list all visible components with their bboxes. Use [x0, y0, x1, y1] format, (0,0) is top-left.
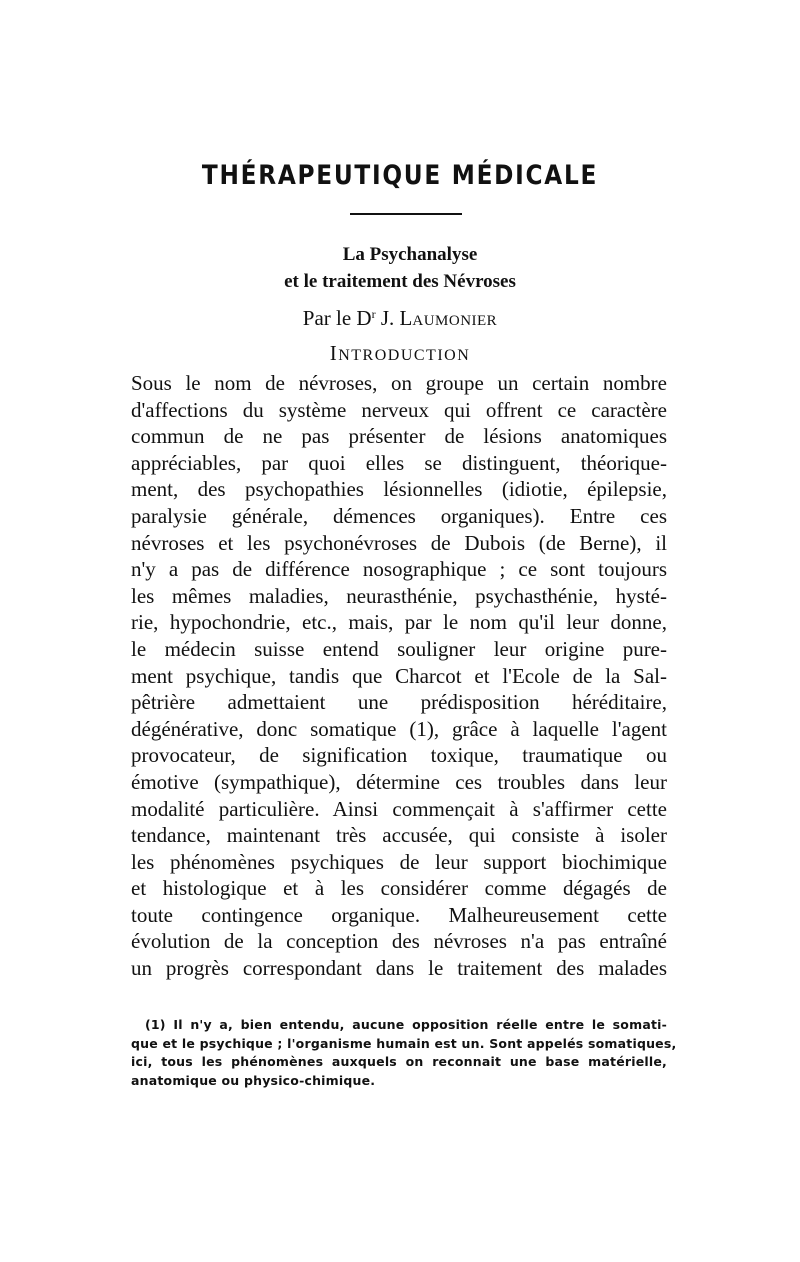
body-line: paralysie générale, démences organiques). Entre ces: [131, 503, 667, 528]
body-line: provocateur, de signification toxique, traumatique ou: [131, 743, 667, 768]
footnote-line: (1) Il n'y a, bien entendu, aucune opposition réelle entre le somati-: [145, 1017, 667, 1032]
title-rule: [350, 213, 462, 215]
footnote: [131, 1016, 677, 1090]
body-paragraph: [131, 370, 667, 982]
footnote-line: que et le psychique ; l'organisme humain est un. Sont appelés somatiques,: [131, 1035, 677, 1051]
section-title: THÉRAPEUTIQUE MÉDICALE: [201, 160, 599, 191]
body-line: dégénérative, donc somatique (1), grâce à laquelle l'agent: [131, 716, 667, 741]
body-line: et histologique et à les considérer comme dégagés de: [131, 876, 667, 901]
body-line: les phénomènes psychiques de leur support biochimique: [131, 849, 667, 874]
body-line: appréciables, par quoi elles se distinguent, théorique-: [131, 450, 667, 475]
body-line: le médecin suisse entend souligner leur origine pure-: [131, 636, 667, 661]
body-line: névroses et les psychonévroses de Dubois (de Berne), il: [131, 530, 667, 555]
intro-capital: I: [329, 341, 339, 365]
byline-prefix: Par le D: [302, 306, 372, 330]
intro-rest: NTRODUCTION: [338, 347, 471, 364]
author-surname: AUMONIER: [412, 313, 498, 329]
body-line: ment psychique, tandis que Charcot et l'Ecole de la Sal-: [131, 663, 667, 688]
body-line: ment, des psychopathies lésionnelles (idiotie, épilepsie,: [131, 477, 667, 502]
section-heading-introduction: [0, 341, 800, 366]
article-title-line-2: et le traitement des Névroses: [284, 271, 516, 292]
body-line: émotive (sympathique), détermine ces troubles dans leur: [131, 769, 667, 794]
author-initial: J. L: [380, 306, 413, 330]
body-line: Sous le nom de névroses, on groupe un certain nombre: [131, 371, 667, 395]
author-byline: [0, 306, 800, 331]
body-line: modalité particulière. Ainsi commençait à s'affirmer cette: [131, 796, 667, 821]
article-title-line-1: La Psychanalyse: [342, 244, 478, 265]
body-line: les mêmes maladies, neurasthénie, psychasthénie, hysté-: [131, 583, 667, 608]
body-line: rie, hypochondrie, etc., mais, par le nom qu'il leur donne,: [131, 610, 667, 635]
body-line: n'y a pas de différence nosographique ; ce sont toujours: [131, 557, 667, 582]
footnote-line: ici, tous les phénomènes auxquels on reconnait une base matérielle,: [131, 1054, 667, 1069]
footnote-line: anatomique ou physico-chimique.: [131, 1072, 376, 1088]
body-line: un progrès correspondant dans le traitement des malades: [131, 956, 667, 981]
body-line: toute contingence organique. Malheureusement cette: [131, 902, 667, 927]
body-line: commun de ne pas présenter de lésions anatomiques: [131, 424, 667, 449]
body-line: évolution de la conception des névroses n'a pas entraîné: [131, 929, 667, 954]
byline-superscript: r: [371, 307, 376, 321]
footnote-divider: [131, 1001, 667, 1002]
body-line: tendance, maintenant très accusée, qui consiste à isoler: [131, 823, 667, 848]
body-line: d'affections du système nerveux qui offrent ce caractère: [131, 397, 667, 422]
body-line: pêtrière admettaient une prédisposition héréditaire,: [131, 690, 667, 715]
